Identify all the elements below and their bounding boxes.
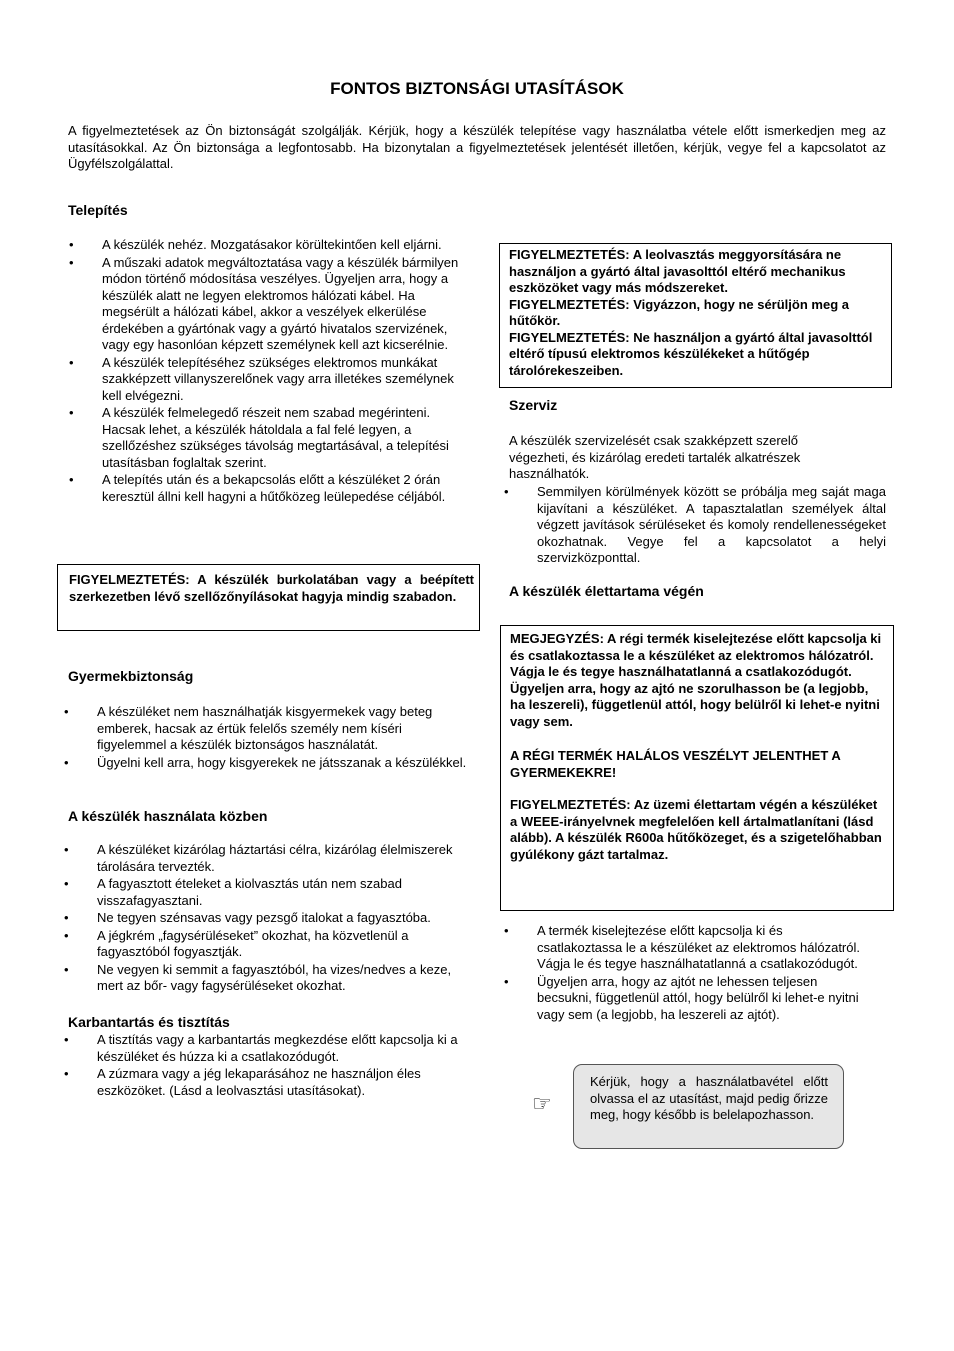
defrost-warning-1: FIGYELMEZTETÉS: A leolvasztás meggyorsítására ne használjon a gyártó által javasolttól eltérő mechanikus eszközöket vagy más módszereket. xyxy=(509,247,846,295)
service-list xyxy=(537,484,886,568)
list-item: • A készüléket nem használhatják kisgyermekek vagy beteg emberek, hacsak az értük felelős személy nem kíséri figyelemmel a készülék biztonságos használatát. xyxy=(97,704,474,754)
usage-heading: A készülék használata közben xyxy=(68,808,268,824)
list-item: • A telepítés után és a bekapcsolás előtt a készüléket 2 órán keresztül állni kell hagyni a hűtőközeg leülepedése céljából. xyxy=(102,472,474,505)
service-heading: Szerviz xyxy=(509,397,558,413)
list-item: • Ügyeljen arra, hogy az ajtót ne lehessen teljesen becsukni, függetlenül attól, hogy belülről ki lehet-e nyitni vagy sem (a legjobb, ha leszereli az ajtót). xyxy=(537,974,867,1024)
disposal-note: MEGJEGYZÉS: A régi termék kiselejtezése előtt kapcsolja ki és csatlakoztassa le a készüléket az elektromos hálózatról. Vágja le és tegye használhatatlanná a csatlakozódugót. Ügyeljen arra, hogy az ajtó ne szorulhasson be (a legjobb, ha leszereli), függetlenül attól, hogy belülről ki lehet-e nyitni vagy sem. xyxy=(510,631,882,729)
list-item: • Ügyelni kell arra, hogy kisgyerekek ne játsszanak a készülékkel. xyxy=(97,755,474,772)
maintenance-heading: Karbantartás és tisztítás xyxy=(68,1014,230,1030)
end-of-life-heading: A készülék élettartama végén xyxy=(509,583,704,599)
danger-notice: A RÉGI TERMÉK HALÁLOS VESZÉLYT JELENTHET A GYERMEKEKRE! xyxy=(510,748,841,780)
defrost-warning-2: FIGYELMEZTETÉS: Vigyázzon, hogy ne sérüljön meg a hűtőkör. xyxy=(509,296,849,328)
list-item: • A készülék felmelegedő részeit nem szabad megérinteni. Hacsak lehet, a készülék hátoldala a fal felé legyen, a szellőzéshez szükséges távolság megtartásával, a telepítési utasításban foglaltak szerint. xyxy=(102,405,474,471)
defrost-warning-box xyxy=(499,243,892,388)
page-title: FONTOS BIZTONSÁGI UTASÍTÁSOK xyxy=(330,79,624,98)
end-of-life-box xyxy=(500,625,894,911)
pointing-hand-icon: ☞ xyxy=(532,1091,552,1116)
list-item: • A készülék nehéz. Mozgatásakor körültekintően kell eljárni. xyxy=(102,237,474,254)
list-item: • A termék kiselejtezése előtt kapcsolja ki és csatlakoztassa le a készüléket az elektromos hálózatról. Vágja le és tegye használhatatlanná a csatlakozódugót. xyxy=(537,923,867,973)
disposal-list xyxy=(537,923,867,1024)
list-item: • A tisztítás vagy a karbantartás megkezdése előtt kapcsolja ki a készüléket és húzza ki a csatlakozódugót. xyxy=(97,1032,474,1065)
weee-warning: FIGYELMEZTETÉS: Az üzemi élettartam végén a készüléket a WEEE-irányelvnek megfelelően kell ártalmatlanítani (lásd alább). A készülék R600a hűtőközeget, és a szigetelőhabban gyúlékony gázt tartalmaz. xyxy=(510,797,882,862)
list-item: • A műszaki adatok megváltoztatása vagy a készülék bármilyen módon történő módosítása veszélyes. Ügyeljen arra, hogy a készülék alatt ne legyen elektromos hálózati kábel. Ha megsérült a hálózati kábel, akkor a veszélyek elkerülése érdekében a gyártónak vagy a gyártó hivatalos szervizének, vagy egy hasonlóan képzett személynek kell azt kicserélnie. xyxy=(102,255,474,354)
list-item: • Ne vegyen ki semmit a fagyasztóból, ha vizes/nedves a keze, mert az bőr- vagy fagysérüléseket okozhat. xyxy=(97,962,477,995)
ventilation-warning-box xyxy=(57,564,480,631)
list-item: • A készülék telepítéséhez szükséges elektromos munkákat szakképzett villanyszerelőnek vagy arra illetékes személynek kell elvégezni. xyxy=(102,355,474,405)
intro-paragraph: A figyelmeztetések az Ön biztonságát szolgálják. Kérjük, hogy a készülék telepítése vagy használatba vétele előtt ismerkedjen meg az utasításokkal. Az Ön biztonsága a legfontosabb. Ha bizonytalan a figyelmeztetések jelentését illetően, kérjük, vegye fel a kapcsolatot az Ügyfélszolgálattal. xyxy=(68,123,886,171)
service-paragraph: A készülék szervizelését csak szakképzett szerelő végezheti, és kizárólag eredeti tartalék alkatrészek használhatók. xyxy=(509,433,801,481)
maintenance-list xyxy=(97,1032,474,1100)
ventilation-warning: FIGYELMEZTETÉS: A készülék burkolatában vagy a beépített szerkezetben lévő szellőzőnyílásokat hagyja mindig szabadon. xyxy=(69,572,474,604)
installation-list xyxy=(102,237,474,506)
defrost-warning-3: FIGYELMEZTETÉS: Ne használjon a gyártó által javasolttól eltérő típusú elektromos készülékeket a hűtőgép tárolórekeszeiben. xyxy=(509,329,873,378)
usage-list xyxy=(97,842,477,996)
list-item: • A fagyasztott ételeket a kiolvasztás után nem szabad visszafagyasztani. xyxy=(97,876,477,909)
list-item: • A zúzmara vagy a jég lekaparásához ne használjon éles eszközöket. (Lásd a leolvasztási utasításokat). xyxy=(97,1066,474,1099)
child-safety-list xyxy=(97,704,474,772)
list-item: • Semmilyen körülmények között se próbálja meg saját maga kijavítani a készüléket. A tapasztalatlan személyek által végzett javítások sérüléseket és komoly rendellenességeket okozhatnak. Vegye fel a kapcsolatot a helyi szervizközponttal. xyxy=(537,484,886,567)
list-item: • A készüléket kizárólag háztartási célra, kizárólag élelmiszerek tárolására tervezték. xyxy=(97,842,477,875)
list-item: • Ne tegyen szénsavas vagy pezsgő italokat a fagyasztóba. xyxy=(97,910,477,927)
tip-note xyxy=(573,1064,844,1149)
installation-heading: Telepítés xyxy=(68,202,128,218)
tip-text: Kérjük, hogy a használatbavétel előtt olvassa el az utasítást, majd pedig őrizze meg, hogy később is belelapozhasson. xyxy=(590,1074,828,1122)
child-safety-heading: Gyermekbiztonság xyxy=(68,668,194,684)
list-item: • A jégkrém „fagysérüléseket” okozhat, ha közvetlenül a fagyasztóból fogyasztják. xyxy=(97,928,477,961)
